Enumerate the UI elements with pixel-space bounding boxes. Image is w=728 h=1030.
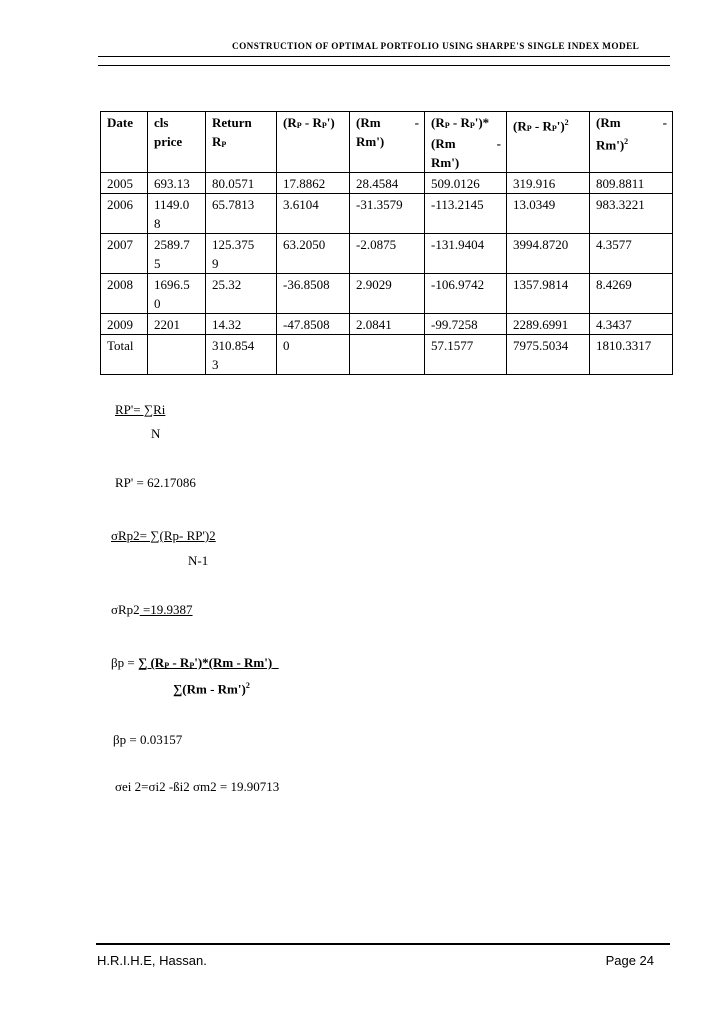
cell-sq: 2289.6991 bbox=[507, 314, 590, 335]
cell-prod: 57.1577 bbox=[425, 335, 507, 375]
cell-prod: 509.0126 bbox=[425, 173, 507, 194]
residual-variance-formula: σei 2=σi2 -ßi2 σm2 = 19.90713 bbox=[115, 779, 280, 794]
cell-cls: 2589.7 5 bbox=[148, 234, 206, 274]
cell-dev: 17.8862 bbox=[277, 173, 350, 194]
table-row bbox=[101, 335, 673, 375]
running-header: CONSTRUCTION OF OPTIMAL PORTFOLIO USING SHARPE'S SINGLE INDEX MODEL bbox=[232, 41, 640, 51]
formula-variance: σRp2= ∑(Rp- RP')2 bbox=[111, 528, 216, 543]
cell-dev: 63.2050 bbox=[277, 234, 350, 274]
cell-date: 2005 bbox=[101, 173, 148, 194]
header-rule-2 bbox=[98, 65, 670, 66]
cell-cls: 693.13 bbox=[148, 173, 206, 194]
cell-ret: 310.854 3 bbox=[206, 335, 277, 375]
returns-table bbox=[100, 111, 673, 375]
cell-ret: 14.32 bbox=[206, 314, 277, 335]
footer-institution: H.R.I.H.E, Hassan. bbox=[97, 953, 207, 968]
cell-rmsq: 809.8811 bbox=[590, 173, 673, 194]
page-number: Page 24 bbox=[605, 953, 654, 968]
formula-beta-denominator: ∑(Rm - Rm')$^2$ bbox=[173, 681, 250, 697]
cell-prod: -99.7258 bbox=[425, 314, 507, 335]
cell-rmsq: 4.3577 bbox=[590, 234, 673, 274]
formula-variance-denominator: N-1 bbox=[188, 553, 209, 568]
cell-sq: 7975.5034 bbox=[507, 335, 590, 375]
cell-dev: 0 bbox=[277, 335, 350, 375]
col-header-market-deviation: (Rm - Rm') bbox=[350, 112, 425, 173]
header-rule bbox=[98, 56, 670, 57]
cell-date: 2008 bbox=[101, 274, 148, 314]
cell-ret: 80.0571 bbox=[206, 173, 277, 194]
table-row bbox=[101, 173, 673, 194]
cell-rmsq: 983.3221 bbox=[590, 194, 673, 234]
cell-sq: 1357.9814 bbox=[507, 274, 590, 314]
table-row bbox=[101, 274, 673, 314]
cell-rmsq: 1810.3317 bbox=[590, 335, 673, 375]
cell-ret: 65.7813 bbox=[206, 194, 277, 234]
formula-beta: βp = ∑ $(R_P - R_P')*(Rm - Rm')$ bbox=[111, 655, 273, 670]
cell-date: 2007 bbox=[101, 234, 148, 274]
col-header-deviation-squared: $(R_P - R_P')^2$ bbox=[507, 112, 590, 173]
col-header-product: $(R_P - R_P')*$ (Rm - Rm') bbox=[425, 112, 507, 173]
formula-mean-return-denominator: N bbox=[151, 426, 161, 441]
cell-dev: 3.6104 bbox=[277, 194, 350, 234]
cell-dev: -36.8508 bbox=[277, 274, 350, 314]
cell-prod: -106.9742 bbox=[425, 274, 507, 314]
cell-cls: 2201 bbox=[148, 314, 206, 335]
table-row bbox=[101, 194, 673, 234]
col-header-date: Date bbox=[101, 112, 148, 173]
table-row bbox=[101, 314, 673, 335]
cell-ret: 125.375 9 bbox=[206, 234, 277, 274]
col-header-return: Return $R_P$ bbox=[206, 112, 277, 173]
col-header-market-deviation-squared: (Rm - Rm')$^2$ bbox=[590, 112, 673, 173]
cell-sq: 13.0349 bbox=[507, 194, 590, 234]
cell-rm: 2.0841 bbox=[350, 314, 425, 335]
cell-prod: -131.9404 bbox=[425, 234, 507, 274]
table-header-row bbox=[101, 112, 673, 173]
cell-sq: 3994.8720 bbox=[507, 234, 590, 274]
cell-prod: -113.2145 bbox=[425, 194, 507, 234]
cell-dev: -47.8508 bbox=[277, 314, 350, 335]
table-row bbox=[101, 234, 673, 274]
formula-mean-return: RP'= ∑Ri bbox=[115, 402, 166, 417]
cell-ret: 25.32 bbox=[206, 274, 277, 314]
cell-cls: 1696.5 0 bbox=[148, 274, 206, 314]
cell-rm: 28.4584 bbox=[350, 173, 425, 194]
cell-sq: 319.916 bbox=[507, 173, 590, 194]
cell-date: 2009 bbox=[101, 314, 148, 335]
cell-rm: -2.0875 bbox=[350, 234, 425, 274]
cell-cls bbox=[148, 335, 206, 375]
col-header-cls-price: cls price bbox=[148, 112, 206, 173]
footer-rule bbox=[96, 943, 670, 945]
cell-rm: 2.9029 bbox=[350, 274, 425, 314]
cell-rmsq: 8.4269 bbox=[590, 274, 673, 314]
cell-date: 2006 bbox=[101, 194, 148, 234]
beta-value: βp = 0.03157 bbox=[113, 732, 183, 747]
mean-return-value: RP' = 62.17086 bbox=[115, 475, 196, 490]
cell-cls: 1149.0 8 bbox=[148, 194, 206, 234]
cell-rmsq: 4.3437 bbox=[590, 314, 673, 335]
col-header-deviation: $(R_P - R_P')$ bbox=[277, 112, 350, 173]
cell-rm bbox=[350, 335, 425, 375]
cell-date: Total bbox=[101, 335, 148, 375]
cell-rm: -31.3579 bbox=[350, 194, 425, 234]
variance-value: σRp2 =19.9387 bbox=[111, 602, 193, 617]
